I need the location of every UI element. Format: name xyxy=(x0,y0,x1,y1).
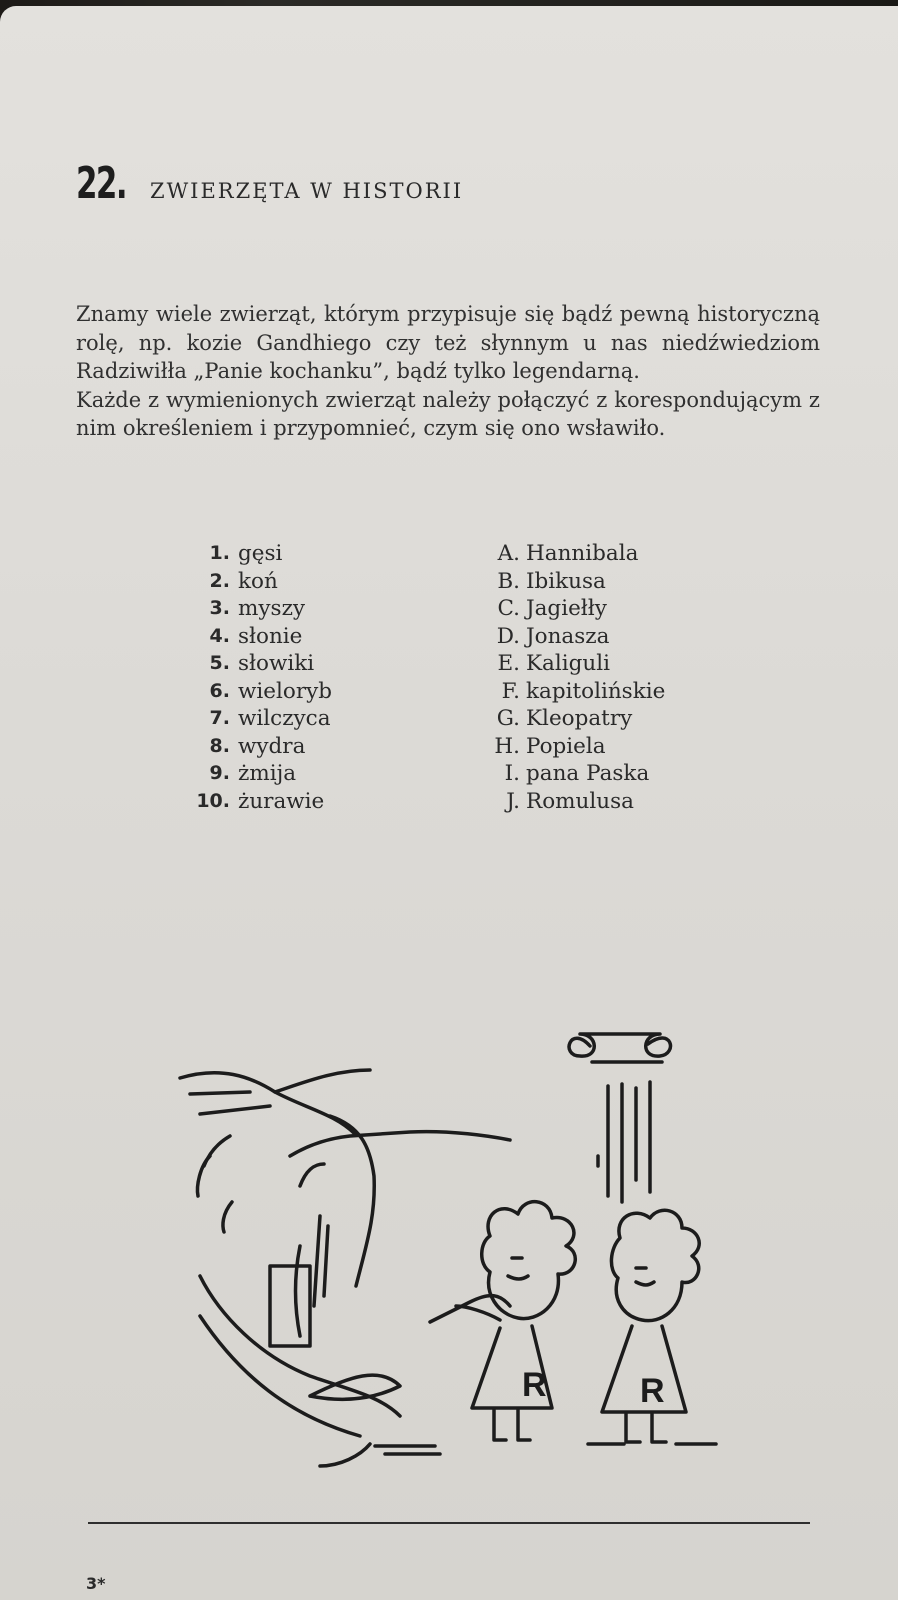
item-letter: J. xyxy=(506,788,520,814)
list-item xyxy=(180,540,420,568)
wolf-fountain-drawing xyxy=(180,1070,510,1466)
list-item xyxy=(490,650,890,678)
owner-name: Jonasza xyxy=(526,623,610,649)
item-number: 3. xyxy=(209,597,230,619)
item-letter: C. xyxy=(497,596,520,621)
list-item xyxy=(180,733,420,761)
item-letter: E. xyxy=(497,651,520,676)
boy-left-drawing xyxy=(456,1202,575,1440)
item-letter: I. xyxy=(504,761,520,786)
list-item xyxy=(180,595,420,623)
list-item xyxy=(180,705,420,733)
owners-list xyxy=(490,540,890,815)
list-item xyxy=(490,760,890,788)
item-letter: F. xyxy=(501,678,520,704)
item-letter: G. xyxy=(496,706,520,731)
intro-text xyxy=(76,300,820,443)
list-item xyxy=(490,568,890,596)
animal-name: słowiki xyxy=(238,651,315,676)
footer-rule xyxy=(88,1522,810,1524)
cartoon-illustration xyxy=(160,1006,750,1486)
animal-name: wilczyca xyxy=(238,706,331,731)
intro-paragraph: Każde z wymienionych zwierząt należy połączyć z korespondującym z nim określeniem i przypomnieć, czym się ono wsławiło. xyxy=(76,387,820,440)
item-letter: H. xyxy=(494,733,520,759)
owner-name: Kleopatry xyxy=(526,706,633,731)
item-number: 1. xyxy=(209,542,230,564)
list-item xyxy=(180,678,420,706)
animal-name: żmija xyxy=(238,761,297,786)
animal-name: myszy xyxy=(238,596,306,621)
list-item xyxy=(180,623,420,651)
owner-name: Jagiełły xyxy=(526,596,607,621)
animal-name: gęsi xyxy=(238,541,283,566)
tunic-letter: R xyxy=(640,1372,665,1410)
intro-paragraph: Znamy wiele zwierząt, którym przypisuje się bądź pewną historyczną rolę, np. kozie Gandhiego czy też słynnym u nas niedźwiedziom Radziwiłła „Panie kochanku”, bądź tylko legendarną. xyxy=(76,302,820,383)
signature-mark: 3* xyxy=(86,1574,106,1593)
item-number: 10. xyxy=(196,789,230,812)
list-item xyxy=(180,568,420,596)
owner-name: Ibikusa xyxy=(526,568,606,594)
book-page xyxy=(0,6,898,1600)
list-item xyxy=(490,705,890,733)
chapter-title: ZWIERZĘTA W HISTORII xyxy=(150,179,464,203)
item-number: 2. xyxy=(209,569,230,592)
chapter-number: 22. xyxy=(76,158,127,209)
list-item xyxy=(180,788,420,816)
animal-name: wydra xyxy=(238,733,306,759)
chapter-heading xyxy=(76,158,463,209)
owner-name: Popiela xyxy=(526,733,606,759)
item-number: 9. xyxy=(209,762,230,784)
item-number: 8. xyxy=(209,734,230,757)
list-item xyxy=(490,678,890,706)
item-letter: B. xyxy=(497,568,520,594)
item-number: 6. xyxy=(209,679,230,702)
list-item xyxy=(490,788,890,816)
animal-name: żurawie xyxy=(238,788,325,814)
item-number: 4. xyxy=(209,624,230,647)
owner-name: kapitolińskie xyxy=(526,678,666,704)
column-drawing xyxy=(569,1034,670,1202)
animal-name: koń xyxy=(238,568,278,594)
animal-name: słonie xyxy=(238,623,303,649)
animal-name: wieloryb xyxy=(238,678,333,704)
owner-name: Kaliguli xyxy=(526,651,610,676)
owner-name: Hannibala xyxy=(526,541,639,566)
item-number: 7. xyxy=(209,707,230,729)
list-item xyxy=(490,733,890,761)
list-item xyxy=(490,540,890,568)
list-item xyxy=(490,595,890,623)
list-item xyxy=(180,650,420,678)
item-number: 5. xyxy=(209,652,230,674)
owner-name: pana Paska xyxy=(526,761,650,786)
tunic-letter: R xyxy=(522,1366,547,1404)
item-letter: A. xyxy=(497,541,520,566)
list-item xyxy=(490,623,890,651)
list-item xyxy=(180,760,420,788)
item-letter: D. xyxy=(496,623,520,649)
animals-list xyxy=(180,540,420,815)
owner-name: Romulusa xyxy=(526,788,634,814)
